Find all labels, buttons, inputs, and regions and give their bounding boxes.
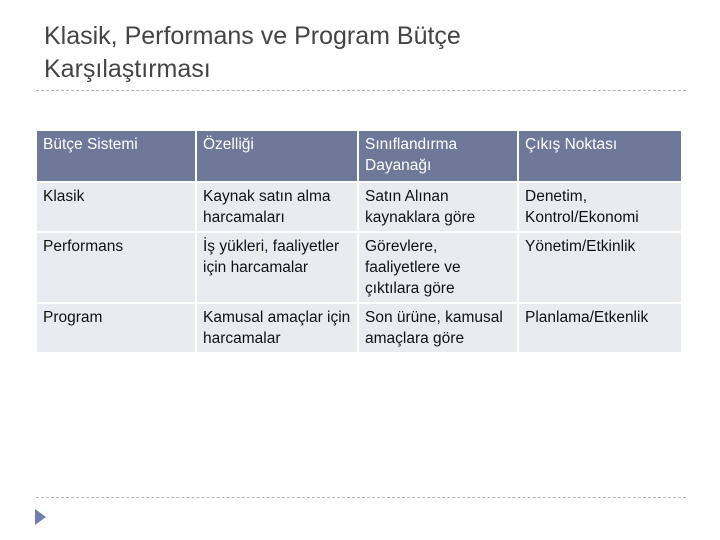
title-line-1: Klasik, Performans ve Program Bütçe <box>44 22 461 50</box>
header-starting-point: Çıkış Noktası <box>518 130 682 182</box>
table-row <box>36 303 682 353</box>
cell-starting-point: Planlama/Etkenlik <box>518 303 682 353</box>
play-arrow-icon[interactable] <box>35 509 46 525</box>
cell-feature: İş yükleri, faaliyetler için harcamalar <box>196 232 358 303</box>
cell-feature: Kaynak satın alma harcamaları <box>196 182 358 232</box>
table-row <box>36 182 682 232</box>
cell-system: Performans <box>36 232 196 303</box>
comparison-table <box>35 129 683 354</box>
cell-classification: Son ürüne, kamusal amaçlara göre <box>358 303 518 353</box>
header-row <box>36 130 682 182</box>
cell-starting-point: Denetim, Kontrol/Ekonomi <box>518 182 682 232</box>
footer-divider <box>36 497 686 498</box>
title-line-2: Karşılaştırması <box>44 55 211 83</box>
cell-starting-point: Yönetim/Etkinlik <box>518 232 682 303</box>
title-divider <box>36 90 686 91</box>
cell-system: Program <box>36 303 196 353</box>
cell-system: Klasik <box>36 182 196 232</box>
cell-classification: Satın Alınan kaynaklara göre <box>358 182 518 232</box>
cell-feature: Kamusal amaçlar için harcamalar <box>196 303 358 353</box>
cell-classification: Görevlere, faaliyetlere ve çıktılara göre <box>358 232 518 303</box>
header-budget-system: Bütçe Sistemi <box>36 130 196 182</box>
slide-title <box>44 20 684 86</box>
table-row <box>36 232 682 303</box>
header-feature: Özelliği <box>196 130 358 182</box>
header-classification-basis: Sınıflandırma Dayanağı <box>358 130 518 182</box>
